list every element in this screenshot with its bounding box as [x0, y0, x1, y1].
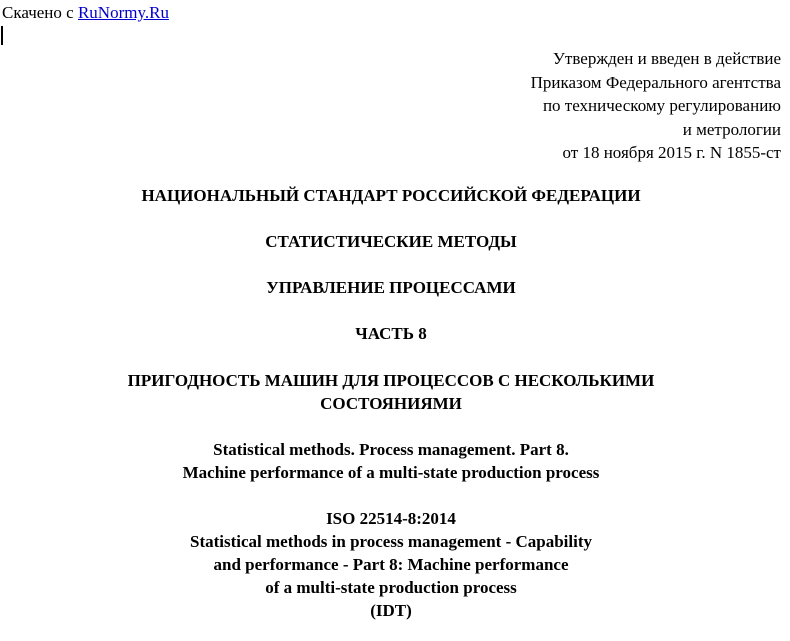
part-text: ЧАСТЬ 8	[355, 324, 427, 343]
english-title-line: Machine performance of a multi-state production process	[182, 463, 600, 482]
source-prefix: Скачено с	[2, 3, 78, 22]
iso-reference	[0, 507, 782, 622]
suitability-line: ПРИГОДНОСТЬ МАШИН ДЛЯ ПРОЦЕССОВ С НЕСКОЛЬКИМИ	[127, 371, 655, 390]
english-title-line: Statistical methods. Process management. Part 8.	[213, 440, 569, 459]
iso-number: ISO 22514-8:2014	[326, 509, 456, 528]
approval-line: и метрологии	[682, 119, 781, 139]
iso-title-line: and performance - Part 8: Machine performance	[213, 555, 569, 574]
part-title	[0, 322, 782, 345]
national-standard-text: НАЦИОНАЛЬНЫЙ СТАНДАРТ РОССИЙСКОЙ ФЕДЕРАЦИИ	[141, 186, 641, 205]
statistical-methods-title	[0, 230, 782, 253]
process-management-title	[0, 276, 782, 299]
suitability-line: СОСТОЯНИЯМИ	[320, 394, 462, 413]
approval-line: по техническому регулированию	[542, 96, 781, 115]
statistical-methods-text: СТАТИСТИЧЕСКИЕ МЕТОДЫ	[265, 232, 517, 251]
approval-block	[531, 47, 781, 165]
approval-line: от 18 ноября 2015 г. N 1855-ст	[562, 143, 781, 162]
iso-idt-label: (IDT)	[370, 601, 412, 620]
text-cursor	[1, 26, 3, 45]
suitability-title	[0, 369, 782, 415]
english-title	[0, 438, 782, 484]
source-link[interactable]: RuNormy.Ru	[77, 3, 169, 22]
process-management-text: УПРАВЛЕНИЕ ПРОЦЕССАМИ	[266, 278, 516, 297]
iso-title-line: of a multi-state production process	[265, 578, 517, 597]
source-line	[2, 3, 169, 23]
national-standard-title	[0, 184, 782, 207]
approval-line: Приказом Федерального агентства	[530, 72, 781, 92]
approval-line: Утвержден и введен в действие	[552, 49, 781, 68]
iso-title-line: Statistical methods in process management - Capability	[189, 532, 592, 551]
